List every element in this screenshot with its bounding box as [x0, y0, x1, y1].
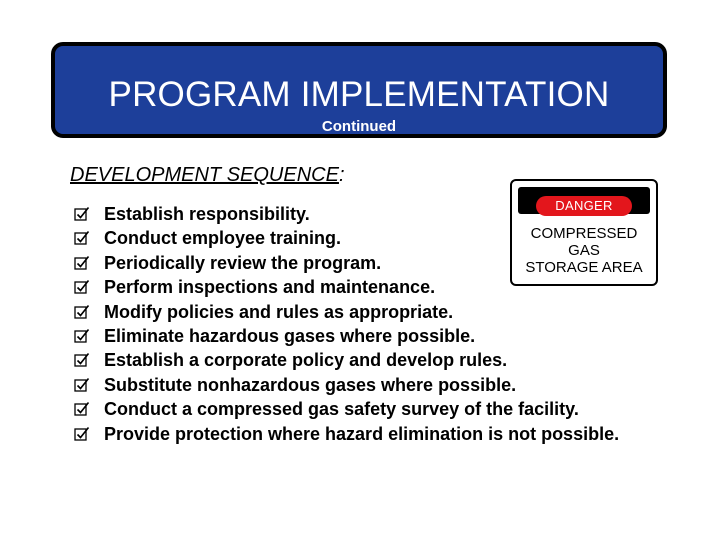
checked-box-icon [74, 206, 90, 222]
checked-box-icon [74, 255, 90, 271]
danger-sign [510, 179, 658, 286]
danger-sign-header: DANGER [536, 196, 632, 216]
list-item-text: Substitute nonhazardous gases where possible. [104, 374, 517, 395]
section-heading-text: DEVELOPMENT SEQUENCE [70, 164, 339, 186]
list-item-text: Periodically review the program. [104, 252, 382, 273]
checked-box-icon [74, 230, 90, 246]
checked-box-icon [74, 426, 90, 442]
danger-sign-line: GAS [568, 242, 600, 259]
page-title: PROGRAM IMPLEMENTATION [108, 75, 610, 114]
checked-box-icon [74, 328, 90, 344]
list-item-text: Provide protection where hazard elimination is not possible. [104, 423, 620, 444]
checked-box-icon [74, 304, 90, 320]
list-item-text: Conduct a compressed gas safety survey of the facility. [104, 399, 579, 420]
section-heading-colon: : [338, 164, 345, 186]
danger-sign-line: STORAGE AREA [525, 259, 643, 276]
checked-box-icon [74, 352, 90, 368]
list-item-text: Modify policies and rules as appropriate. [104, 301, 454, 322]
checked-box-icon [74, 401, 90, 417]
list-item-text: Conduct employee training. [104, 228, 342, 249]
danger-sign-line: COMPRESSED [530, 225, 638, 242]
danger-sign-header-band [518, 187, 650, 214]
page-subtitle: Continued [321, 118, 397, 135]
checked-box-icon [74, 279, 90, 295]
list-item-text: Establish a corporate policy and develop rules. [104, 350, 508, 371]
list-item-text: Eliminate hazardous gases where possible. [104, 326, 476, 346]
list-item-text: Perform inspections and maintenance. [104, 277, 436, 298]
checked-box-icon [74, 377, 90, 393]
danger-sign-body [512, 225, 656, 276]
list-item-text: Establish responsibility. [104, 204, 310, 224]
